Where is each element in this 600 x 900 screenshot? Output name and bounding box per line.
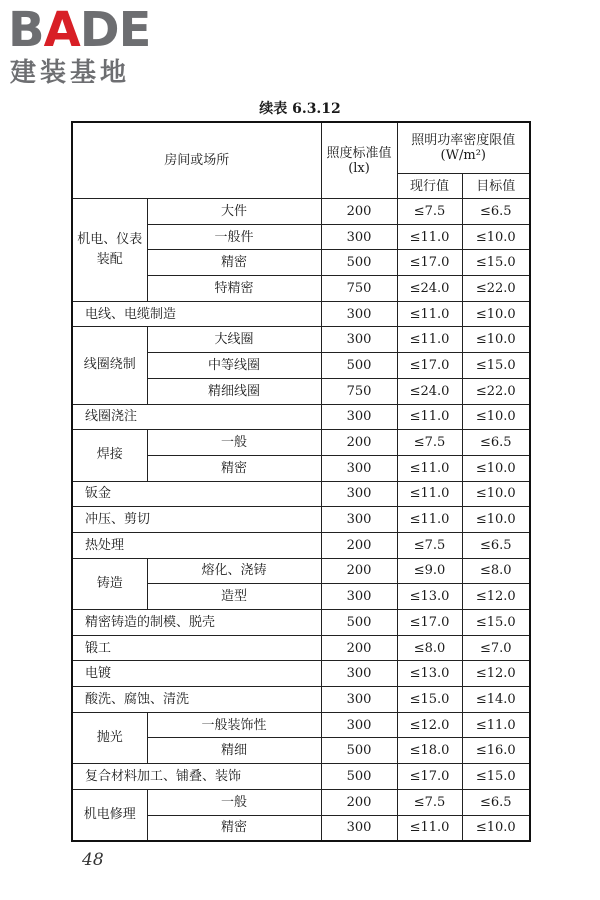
lpd-target-value: ≤12.0 [462,661,530,687]
lighting-power-density-table [71,121,531,842]
lpd-current-value: ≤18.0 [397,738,462,764]
lpd-target-value: ≤16.0 [462,738,530,764]
room-subtype: 一般 [147,789,321,815]
illuminance-value: 300 [321,327,397,353]
table-row [72,404,530,430]
lpd-current-value: ≤11.0 [397,507,462,533]
lpd-target-value: ≤22.0 [462,276,530,302]
room-subtype: 造型 [147,584,321,610]
lpd-current-value: ≤7.5 [397,199,462,225]
table-body [72,199,530,842]
illuminance-value: 200 [321,430,397,456]
illuminance-value: 300 [321,712,397,738]
room-group: 焊接 [72,430,147,481]
lpd-current-value: ≤9.0 [397,558,462,584]
lpd-current-value: ≤11.0 [397,327,462,353]
lpd-target-value: ≤6.5 [462,199,530,225]
room-subtype: 大件 [147,199,321,225]
lpd-current-value: ≤11.0 [397,455,462,481]
lpd-target-value: ≤10.0 [462,404,530,430]
lpd-target-value: ≤15.0 [462,250,530,276]
lpd-target-value: ≤15.0 [462,764,530,790]
room-group: 抛光 [72,712,147,763]
logo-subtitle: 建装基地 [10,58,131,88]
table-row [72,481,530,507]
table-row [72,199,530,225]
table-row [72,507,530,533]
illuminance-value: 300 [321,455,397,481]
table-row [72,532,530,558]
room-subtype: 一般装饰性 [147,712,321,738]
lpd-target-value: ≤6.5 [462,532,530,558]
room-name: 电线、电缆制造 [72,301,321,327]
header-target: 目标值 [462,174,530,199]
lpd-current-value: ≤11.0 [397,481,462,507]
illuminance-value: 300 [321,481,397,507]
table-row [72,764,530,790]
lpd-target-value: ≤6.5 [462,430,530,456]
illuminance-value: 200 [321,199,397,225]
room-name: 锻工 [72,635,321,661]
room-group: 机电、仪表装配 [72,199,147,302]
room-group: 机电修理 [72,789,147,841]
table-row [72,301,530,327]
room-subtype: 熔化、浇铸 [147,558,321,584]
header-illuminance: 照度标准值 (lx) [321,122,397,199]
table-title: 续表 6.3.12 [259,101,341,117]
lpd-target-value: ≤10.0 [462,481,530,507]
header-lpd: 照明功率密度限值 (W/m²) [397,122,530,174]
illuminance-value: 750 [321,378,397,404]
lpd-target-value: ≤15.0 [462,353,530,379]
lpd-target-value: ≤15.0 [462,610,530,636]
lpd-target-value: ≤14.0 [462,687,530,713]
lpd-current-value: ≤7.5 [397,789,462,815]
room-name: 热处理 [72,532,321,558]
illuminance-value: 300 [321,404,397,430]
room-name: 线圈浇注 [72,404,321,430]
lpd-current-value: ≤24.0 [397,276,462,302]
lpd-target-value: ≤7.0 [462,635,530,661]
lpd-current-value: ≤11.0 [397,224,462,250]
table-row [72,635,530,661]
room-subtype: 一般件 [147,224,321,250]
lpd-target-value: ≤8.0 [462,558,530,584]
lpd-current-value: ≤13.0 [397,661,462,687]
room-subtype: 精密 [147,815,321,841]
illuminance-value: 300 [321,687,397,713]
lpd-current-value: ≤17.0 [397,250,462,276]
lpd-current-value: ≤11.0 [397,815,462,841]
illuminance-value: 300 [321,224,397,250]
lpd-current-value: ≤24.0 [397,378,462,404]
illuminance-value: 500 [321,610,397,636]
illuminance-value: 300 [321,584,397,610]
illuminance-value: 200 [321,558,397,584]
room-subtype: 精细线圈 [147,378,321,404]
room-subtype: 特精密 [147,276,321,302]
illuminance-value: 750 [321,276,397,302]
lpd-current-value: ≤12.0 [397,712,462,738]
room-name: 电镀 [72,661,321,687]
room-subtype: 精细 [147,738,321,764]
illuminance-value: 200 [321,532,397,558]
room-subtype: 中等线圈 [147,353,321,379]
lpd-current-value: ≤11.0 [397,404,462,430]
room-subtype: 大线圈 [147,327,321,353]
illuminance-value: 300 [321,507,397,533]
lpd-current-value: ≤7.5 [397,430,462,456]
illuminance-value: 300 [321,815,397,841]
lpd-target-value: ≤6.5 [462,789,530,815]
bade-logo [8,4,208,90]
table-row [72,558,530,584]
logo-wordmark: BADE [8,2,151,58]
lpd-target-value: ≤10.0 [462,301,530,327]
lpd-current-value: ≤13.0 [397,584,462,610]
illuminance-value: 500 [321,250,397,276]
lpd-current-value: ≤11.0 [397,301,462,327]
table-row [72,712,530,738]
illuminance-value: 300 [321,661,397,687]
room-group: 铸造 [72,558,147,609]
illuminance-value: 500 [321,764,397,790]
table-row [72,687,530,713]
lpd-target-value: ≤12.0 [462,584,530,610]
lpd-current-value: ≤15.0 [397,687,462,713]
lpd-current-value: ≤17.0 [397,353,462,379]
table-row [72,661,530,687]
lpd-target-value: ≤22.0 [462,378,530,404]
room-subtype: 精密 [147,250,321,276]
lpd-target-value: ≤10.0 [462,327,530,353]
page-number: 48 [82,850,104,870]
room-name: 钣金 [72,481,321,507]
header-current: 现行值 [397,174,462,199]
table-row [72,430,530,456]
illuminance-value: 200 [321,635,397,661]
room-group: 线圈绕制 [72,327,147,404]
lpd-current-value: ≤17.0 [397,764,462,790]
lpd-target-value: ≤10.0 [462,815,530,841]
illuminance-value: 500 [321,738,397,764]
lpd-current-value: ≤8.0 [397,635,462,661]
room-subtype: 精密 [147,455,321,481]
illuminance-value: 500 [321,353,397,379]
lpd-current-value: ≤17.0 [397,610,462,636]
lpd-target-value: ≤10.0 [462,455,530,481]
illuminance-value: 300 [321,301,397,327]
room-subtype: 一般 [147,430,321,456]
room-name: 酸洗、腐蚀、清洗 [72,687,321,713]
room-name: 精密铸造的制模、脱壳 [72,610,321,636]
room-name: 冲压、剪切 [72,507,321,533]
lpd-target-value: ≤10.0 [462,224,530,250]
header-room: 房间或场所 [72,122,321,199]
table-row [72,610,530,636]
illuminance-value: 200 [321,789,397,815]
table-row [72,327,530,353]
table-row [72,789,530,815]
room-name: 复合材料加工、铺叠、装饰 [72,764,321,790]
lpd-target-value: ≤11.0 [462,712,530,738]
lpd-current-value: ≤7.5 [397,532,462,558]
lpd-target-value: ≤10.0 [462,507,530,533]
